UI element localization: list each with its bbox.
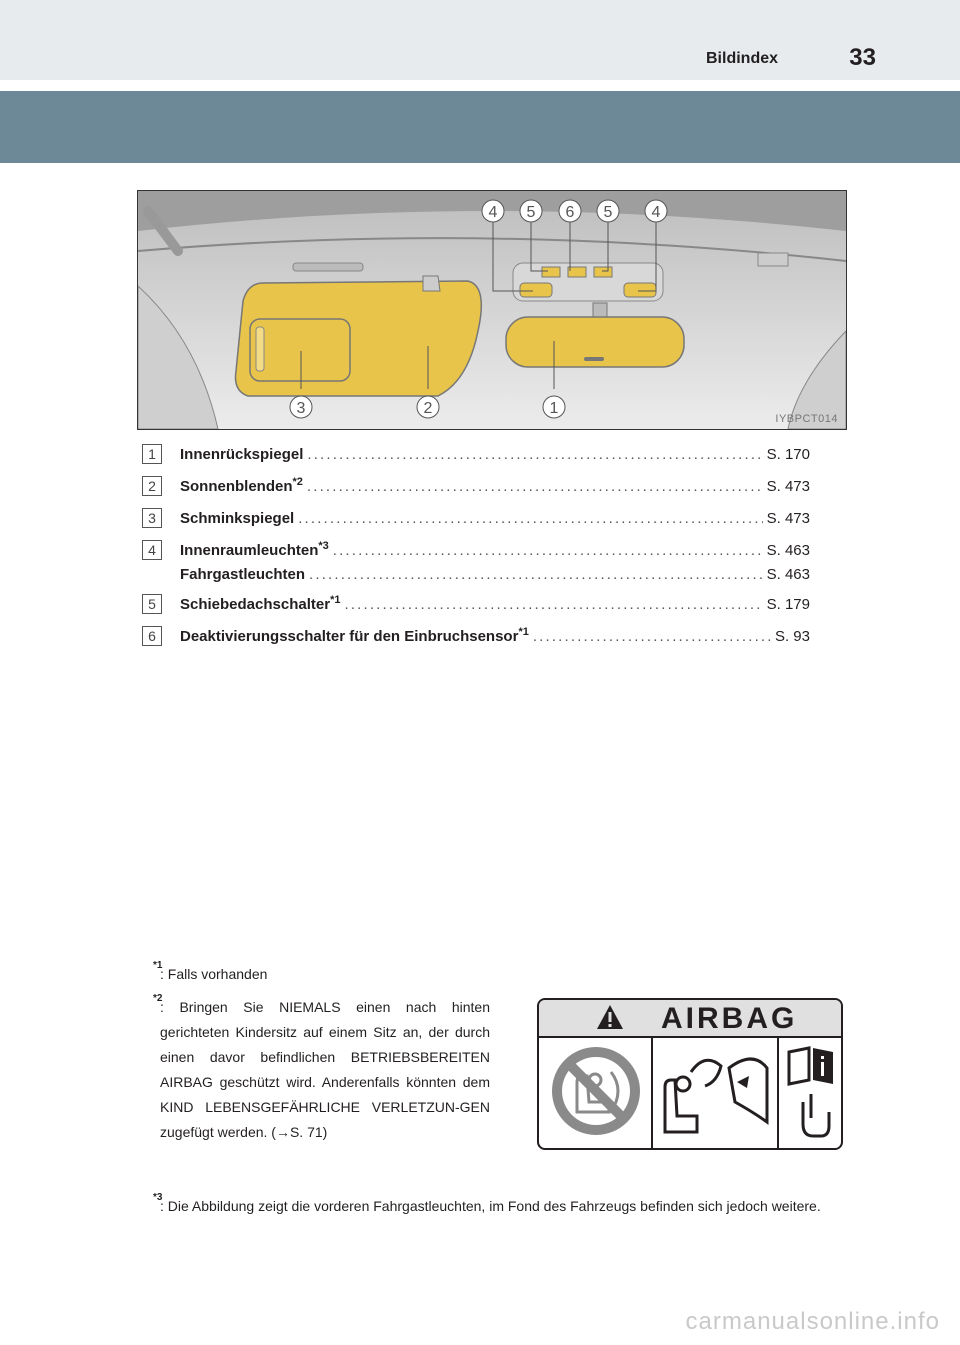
airbag-title: AIRBAG bbox=[661, 1002, 798, 1035]
callout-4-right: 4 bbox=[651, 204, 661, 221]
item-number-badge: 3 bbox=[142, 508, 162, 528]
list-item bbox=[142, 470, 810, 502]
callout-2: 2 bbox=[423, 400, 433, 417]
item-label: Sonnenblenden$^{*2}$ bbox=[180, 476, 303, 495]
item-number-badge: 4 bbox=[142, 540, 162, 560]
no-child-seat-icon bbox=[547, 1042, 645, 1140]
list-item bbox=[142, 560, 810, 588]
callout-1: 1 bbox=[549, 400, 559, 417]
page-reference[interactable]: S. 179 bbox=[766, 596, 810, 613]
item-label: Schminkspiegel bbox=[180, 510, 295, 527]
list-item bbox=[142, 502, 810, 534]
section-title: Bildindex bbox=[706, 50, 779, 67]
page-header bbox=[0, 0, 960, 80]
item-label: Schiebedachschalter$^{*1}$ bbox=[180, 594, 341, 613]
header-band bbox=[0, 91, 960, 163]
page-reference[interactable]: S. 473 bbox=[766, 510, 810, 527]
callout-5-left: 5 bbox=[526, 204, 536, 221]
list-item bbox=[142, 588, 810, 620]
callout-6: 6 bbox=[565, 204, 575, 221]
page-reference[interactable]: S. 93 bbox=[774, 628, 810, 645]
vanity-mirror-highlight bbox=[250, 319, 350, 381]
item-number-badge: 2 bbox=[142, 476, 162, 496]
item-number-badge: 6 bbox=[142, 626, 162, 646]
list-item bbox=[142, 620, 810, 652]
page-reference[interactable]: S. 170 bbox=[766, 446, 810, 463]
airbag-deploy-icon bbox=[657, 1042, 773, 1142]
page-reference[interactable]: S. 463 bbox=[766, 542, 810, 559]
callout-4-left: 4 bbox=[488, 204, 498, 221]
figure-code: IYBPCT014 bbox=[775, 413, 838, 425]
interior-illustration bbox=[137, 190, 847, 430]
item-number-badge: 1 bbox=[142, 444, 162, 464]
watermark: carmanualsonline.info bbox=[685, 1308, 940, 1335]
page-reference[interactable]: S. 463 bbox=[766, 566, 810, 583]
warning-triangle-icon bbox=[596, 1004, 624, 1030]
read-manual-icon bbox=[785, 1044, 837, 1142]
item-label: Innenrückspiegel bbox=[180, 446, 304, 463]
page-reference[interactable]: S. 473 bbox=[766, 478, 810, 495]
callout-5-right: 5 bbox=[603, 204, 613, 221]
item-number-badge: 5 bbox=[142, 594, 162, 614]
callout-3: 3 bbox=[296, 400, 306, 417]
item-label: Fahrgastleuchten bbox=[180, 566, 306, 583]
list-item bbox=[142, 438, 810, 470]
page-number: 33 bbox=[849, 44, 876, 71]
airbag-warning-label bbox=[537, 998, 843, 1150]
item-label: Deaktivierungsschalter für den Einbruchsensor$^{*1}$ bbox=[180, 626, 529, 645]
car-interior-drawing bbox=[138, 191, 846, 429]
item-list bbox=[142, 438, 810, 652]
item-label: Innenraumleuchten$^{*3}$ bbox=[180, 540, 329, 559]
